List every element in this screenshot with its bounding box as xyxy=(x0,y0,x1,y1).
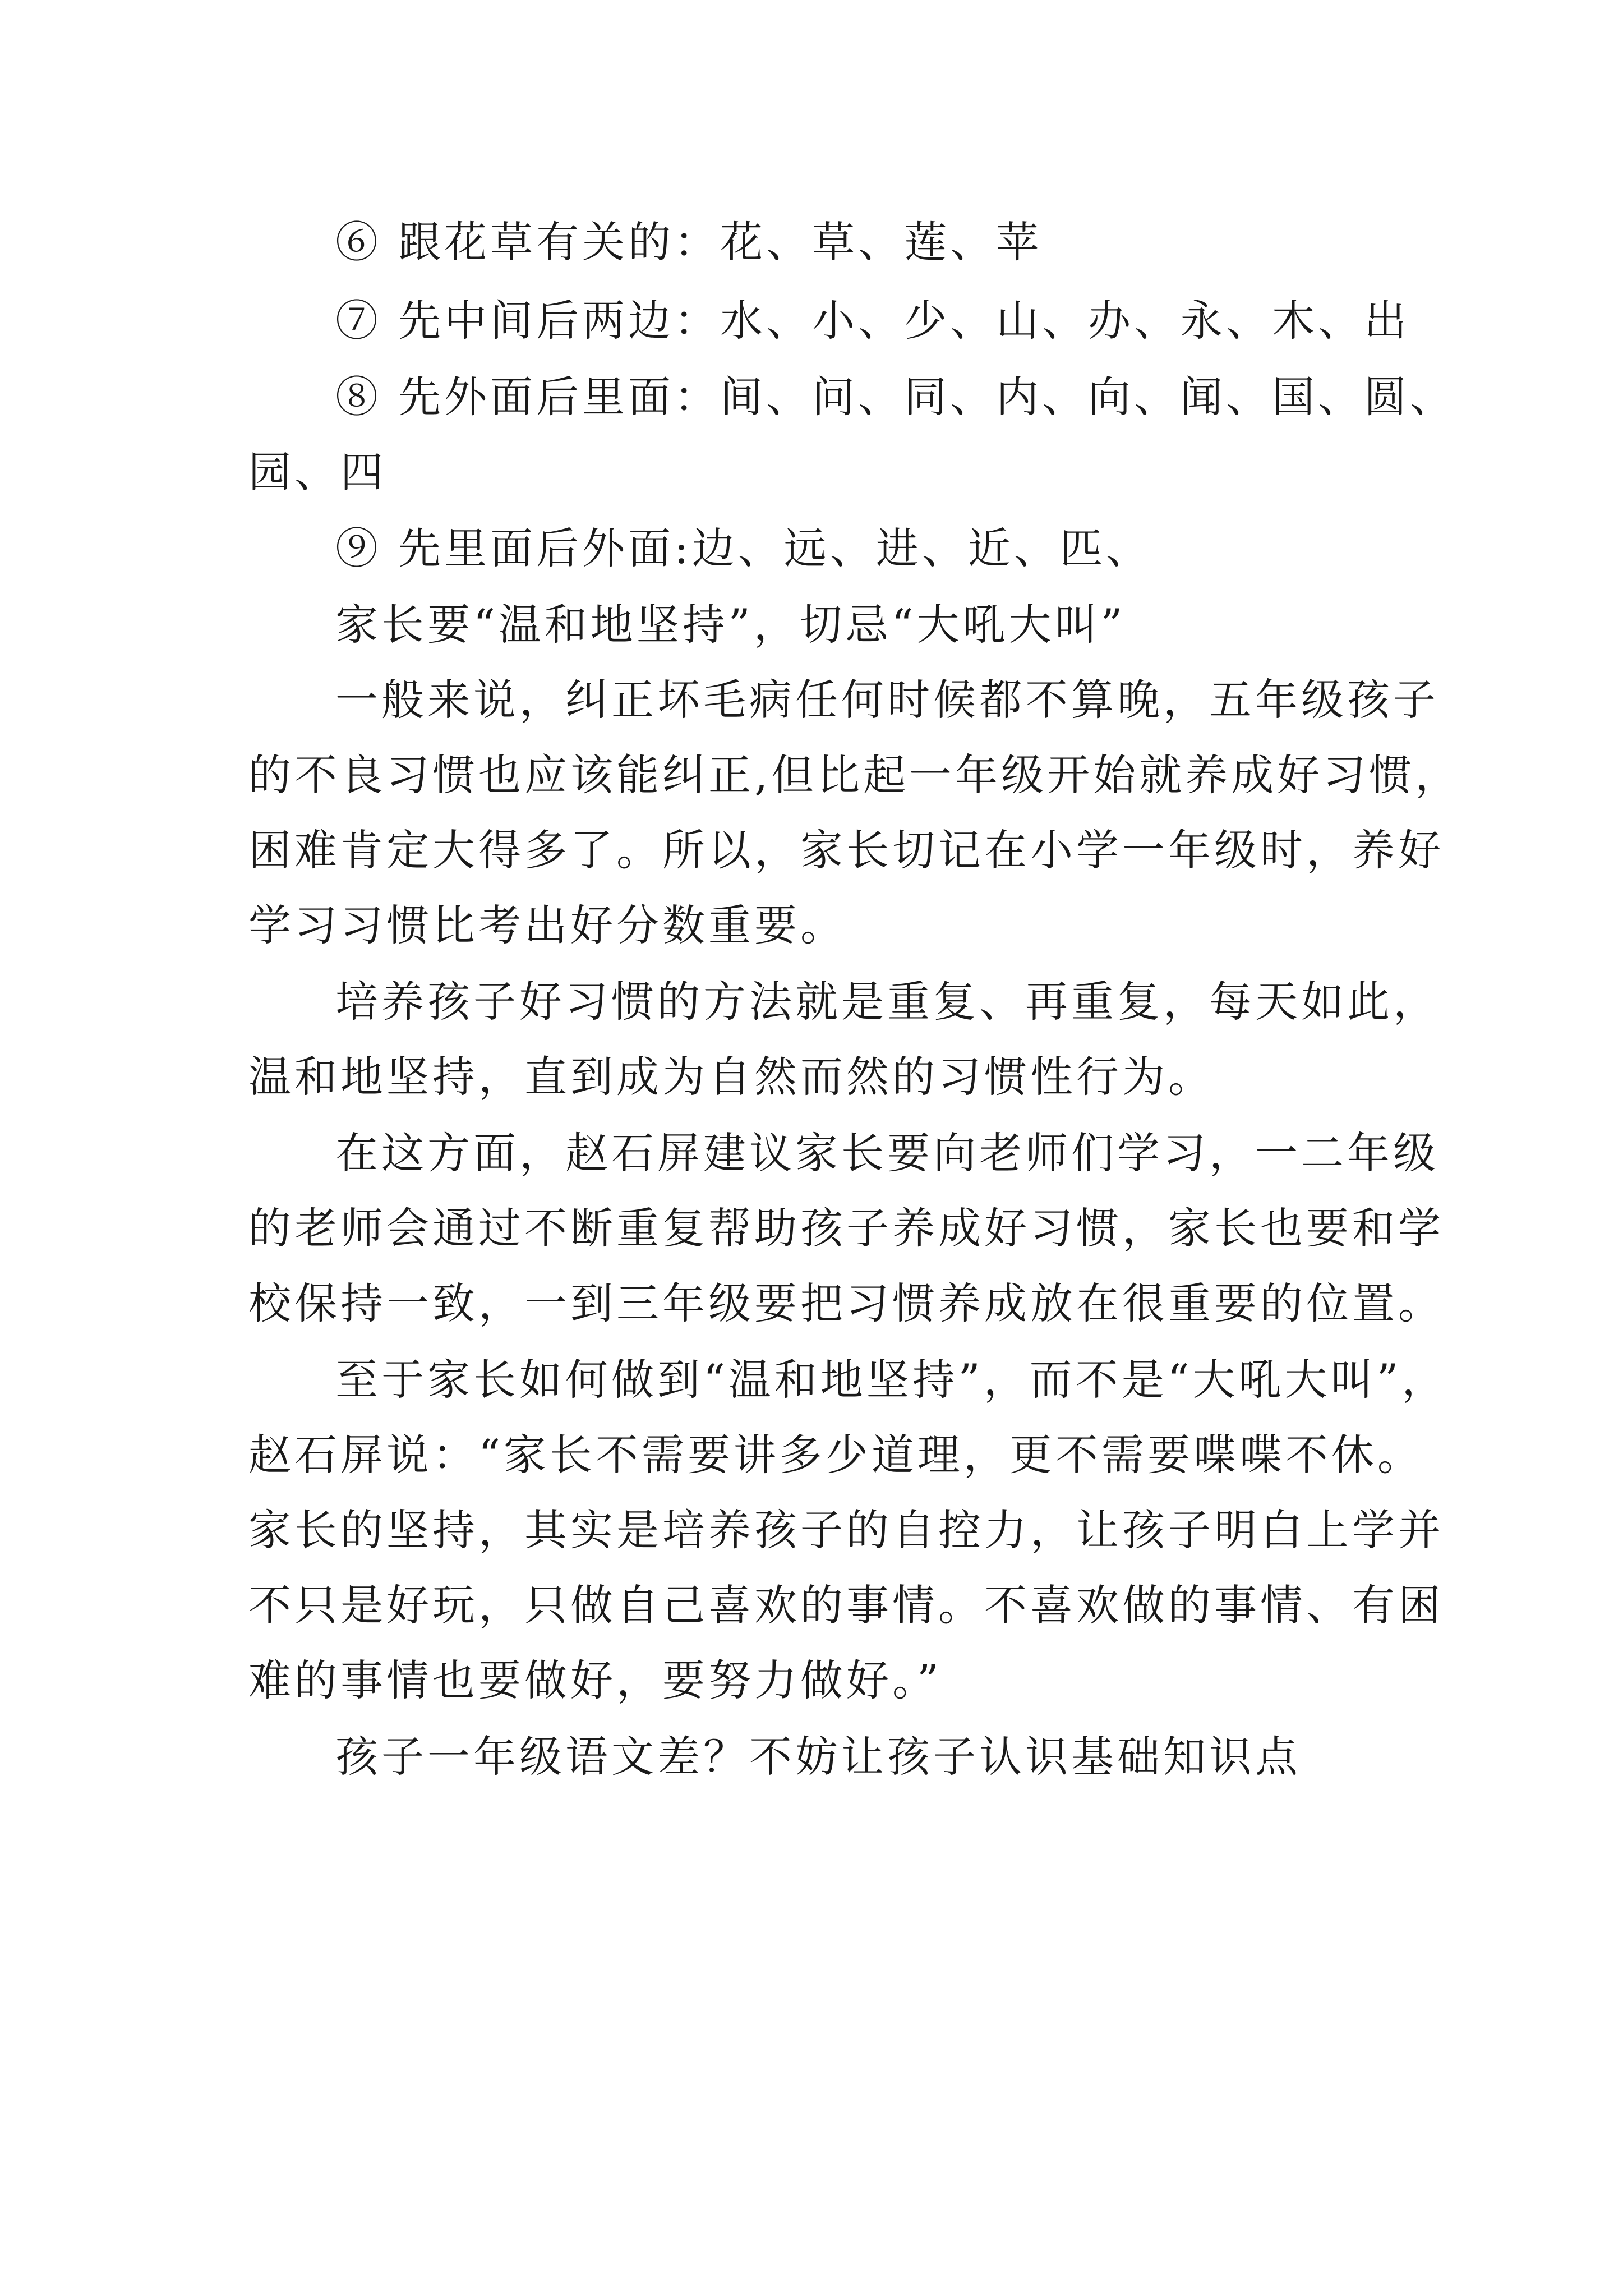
paragraph-line: 至于家长如何做到“温和地坚持”，而不是“大吼大叫”， xyxy=(335,1355,1448,1405)
paragraph-line: 在这方面，赵石屏建议家长要向老师们学习，一二年级 xyxy=(335,1128,1439,1178)
paragraph-line: 培养孩子好习惯的方法就是重复、再重复，每天如此， xyxy=(335,977,1439,1027)
paragraph-line: 困难肯定大得多了。所以，家长切记在小学一年级时，养好 xyxy=(248,825,1444,875)
paragraph-line: 难的事情也要做好，要努力做好。” xyxy=(248,1655,942,1705)
paragraph-line: 不只是好玩，只做自己喜欢的事情。不喜欢做的事情、有困 xyxy=(248,1580,1444,1630)
section-heading: 孩子一年级语文差？不妨让孩子认识基础知识点 xyxy=(335,1732,1301,1782)
list-item-6: ⑥ 跟花草有关的：花、草、莲、苹 xyxy=(335,217,1043,267)
section-heading: 家长要“温和地坚持”，切忌“大吼大叫” xyxy=(335,600,1126,650)
list-item-9: ⑨ 先里面后外面:边、远、进、近、匹、 xyxy=(335,523,1152,573)
paragraph-line: 的不良习惯也应该能纠正,但比起一年级开始就养成好习惯， xyxy=(248,750,1461,800)
list-item-8: ⑧ 先外面后里面：间、问、同、内、向、闻、国、圆、 xyxy=(335,372,1456,422)
paragraph-line: 一般来说，纠正坏毛病任何时候都不算晚，五年级孩子 xyxy=(335,675,1439,725)
list-item-8-continuation: 园、四 xyxy=(248,447,386,497)
paragraph-line: 学习习惯比考出好分数重要。 xyxy=(248,900,846,950)
list-item-7: ⑦ 先中间后两边：水、小、少、山、办、永、木、出 xyxy=(335,296,1410,346)
paragraph-line: 温和地坚持，直到成为自然而然的习惯性行为。 xyxy=(248,1052,1214,1102)
paragraph-line: 校保持一致，一到三年级要把习惯养成放在很重要的位置。 xyxy=(248,1278,1444,1328)
paragraph-line: 赵石屏说：“家长不需要讲多少道理，更不需要喋喋不休。 xyxy=(248,1430,1423,1480)
paragraph-line: 家长的坚持，其实是培养孩子的自控力，让孩子明白上学并 xyxy=(248,1505,1444,1555)
paragraph-line: 的老师会通过不断重复帮助孩子养成好习惯，家长也要和学 xyxy=(248,1203,1444,1253)
